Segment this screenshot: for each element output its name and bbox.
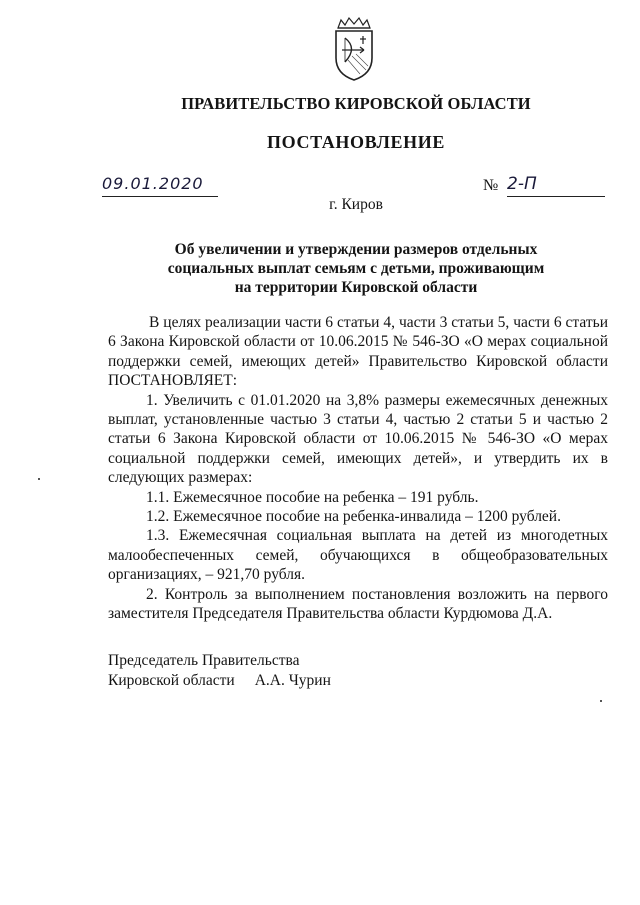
signature-block [108,651,331,691]
number-value: 2-П [507,174,605,197]
document-number [483,174,605,196]
preamble-paragraph: В целях реализации части 6 статьи 4, части 3 статьи 5, части 6 статьи 6 Закона Кировской области от 10.06.2015 № 546-ЗО «О мерах социальной поддержки семей, имеющих детей» Правительство Кировской области ПОСТАНОВЛЯЕТ: [108,314,608,390]
signatory-position-line-1: Председатель Правительства [108,652,300,669]
document-type: ПОСТАНОВЛЕНИЕ [267,132,445,152]
government-title: ПРАВИТЕЛЬСТВО КИРОВСКОЙ ОБЛАСТИ [181,94,531,113]
signatory-name: А.А. Чурин [254,672,331,689]
item-1-3-paragraph: 1.3. Ежемесячная социальная выплата на детей из многодетных малообеспеченных семей, обучающихся в общеобразовательных организациях, – 921,70 рубля. [108,527,608,584]
coat-of-arms-emblem [330,16,378,82]
document-city: г. Киров [329,196,383,213]
scan-speck [600,700,602,702]
item-1-1-paragraph: 1.1. Ежемесячное пособие на ребенка – 191 рубль. [146,488,479,506]
document-body [108,313,608,624]
number-sign: № [483,177,499,194]
document-subject: Об увеличении и утверждении размеров отдельных социальных выплат семьям с детьми, проживающим на территории Кировской области [167,241,545,296]
signatory-position-line-2 [108,671,331,691]
item-2-paragraph: 2. Контроль за выполнением постановления возложить на первого заместителя Председателя Правительства области Курдюмова Д.А. [108,585,608,623]
signatory-region: Кировской области [108,672,235,689]
item-1-2-paragraph: 1.2. Ежемесячное пособие на ребенка-инвалида – 1200 рублей. [146,508,561,526]
scan-speck [38,478,40,480]
item-1-paragraph: 1. Увеличить с 01.01.2020 на 3,8% размеры ежемесячных денежных выплат, установленные частью 3 статьи 4, частью 2 статьи 5 и частью 2 статьи 6 Закона Кировской области от 10.06.2015 № 546-ЗО «О мерах социальной поддержки семей, имеющих детей», и утвердить их в следующих размерах: [108,391,608,487]
document-date: 09.01.2020 [102,174,218,197]
